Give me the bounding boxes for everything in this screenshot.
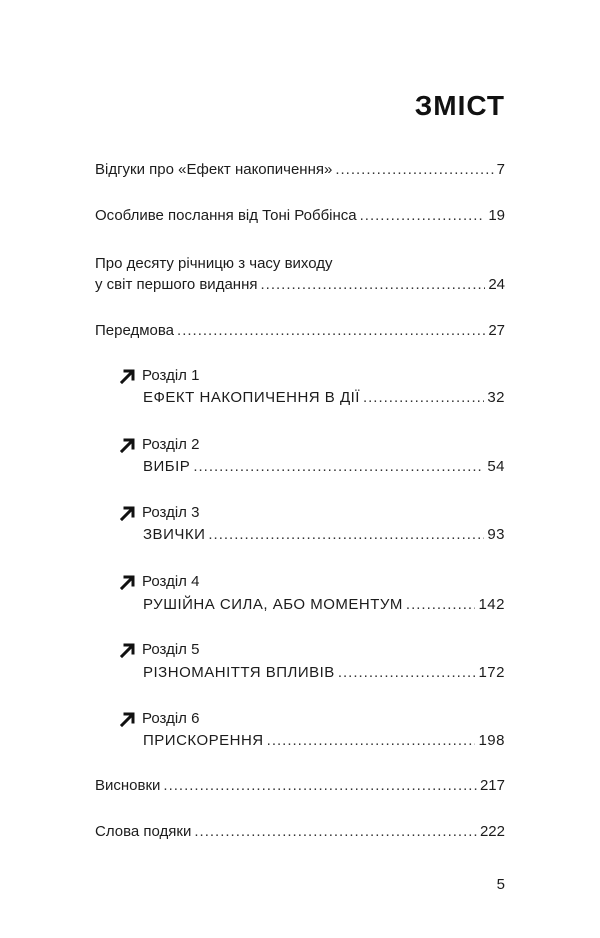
chapter-title: РІЗНОМАНІТТЯ ВПЛИВІВ xyxy=(143,664,335,681)
chapter-title: ЕФЕКТ НАКОПИЧЕННЯ В ДІЇ xyxy=(143,389,360,406)
dot-leader xyxy=(335,160,493,180)
chapter-number: Розділ 1 xyxy=(142,367,200,384)
toc-entry-robbins-message[interactable] xyxy=(95,206,505,226)
toc-entry-page: 217 xyxy=(479,777,505,794)
chapter-label-3 xyxy=(120,503,199,523)
toc-chapter-3[interactable] xyxy=(143,525,505,545)
toc-entry-label: Передмова xyxy=(95,322,175,339)
toc-entry-page: 222 xyxy=(479,823,505,840)
toc-entry-label: Відгуки про «Ефект накопичення» xyxy=(95,161,333,178)
dot-leader xyxy=(177,321,485,341)
dot-leader xyxy=(208,525,484,545)
toc-entry-page: 19 xyxy=(488,207,505,224)
dot-leader xyxy=(360,206,486,226)
toc-entry-conclusions[interactable] xyxy=(95,776,505,796)
chapter-number: Розділ 2 xyxy=(142,436,200,453)
toc-entry-label: Слова подяки xyxy=(95,823,192,840)
chapter-title: ВИБІР xyxy=(143,458,191,475)
dot-leader xyxy=(194,822,477,842)
chapter-title: ПРИСКОРЕННЯ xyxy=(143,732,264,749)
page-number: 5 xyxy=(496,876,505,893)
arrow-up-right-icon xyxy=(120,642,136,658)
arrow-up-right-icon xyxy=(120,711,136,727)
toc-entry-page: 54 xyxy=(487,458,505,475)
toc-entry-page: 27 xyxy=(488,322,505,339)
toc-entry-label: у світ першого видання xyxy=(95,276,258,293)
toc-entry-page: 32 xyxy=(487,389,505,406)
toc-chapter-5[interactable] xyxy=(143,663,505,683)
chapter-label-6 xyxy=(120,709,199,729)
chapter-number: Розділ 3 xyxy=(142,504,200,521)
chapter-title: РУШІЙНА СИЛА, АБО МОМЕНТУМ xyxy=(143,596,403,613)
toc-entry-label: Висновки xyxy=(95,777,161,794)
toc-entry-anniversary[interactable] xyxy=(95,275,505,295)
toc-entry-preface[interactable] xyxy=(95,321,505,341)
toc-chapter-6[interactable] xyxy=(143,731,505,751)
dot-leader xyxy=(163,776,477,796)
chapter-label-5 xyxy=(120,640,199,660)
chapter-label-1 xyxy=(120,366,199,386)
toc-entry-acknowledgements[interactable] xyxy=(95,822,505,842)
chapter-number: Розділ 4 xyxy=(142,573,200,590)
toc-entry-page: 7 xyxy=(496,161,505,178)
arrow-up-right-icon xyxy=(120,505,136,521)
page-title: ЗМІСТ xyxy=(414,90,505,121)
toc-entry-page: 142 xyxy=(478,596,505,613)
chapter-title: ЗВИЧКИ xyxy=(143,526,206,543)
dot-leader xyxy=(267,731,476,751)
toc-entry-page: 172 xyxy=(478,664,505,681)
toc-entry-page: 198 xyxy=(478,732,505,749)
arrow-up-right-icon xyxy=(120,574,136,590)
toc-chapter-2[interactable] xyxy=(143,457,505,477)
toc-entry-reviews[interactable] xyxy=(95,160,505,180)
dot-leader xyxy=(260,275,485,295)
toc-entry-page: 24 xyxy=(488,276,505,293)
toc-chapter-1[interactable] xyxy=(143,388,505,408)
toc-entry-page: 93 xyxy=(487,526,505,543)
chapter-number: Розділ 5 xyxy=(142,641,200,658)
dot-leader xyxy=(363,388,484,408)
toc-entry-label-line1: Про десяту річницю з часу виходу xyxy=(95,255,333,272)
dot-leader xyxy=(338,663,476,683)
toc-entry-label: Особливе послання від Тоні Роббінса xyxy=(95,207,357,224)
chapter-label-2 xyxy=(120,435,199,455)
dot-leader xyxy=(193,457,484,477)
arrow-up-right-icon xyxy=(120,368,136,384)
dot-leader xyxy=(406,595,476,615)
arrow-up-right-icon xyxy=(120,437,136,453)
chapter-label-4 xyxy=(120,572,199,592)
toc-chapter-4[interactable] xyxy=(143,595,505,615)
chapter-number: Розділ 6 xyxy=(142,710,200,727)
